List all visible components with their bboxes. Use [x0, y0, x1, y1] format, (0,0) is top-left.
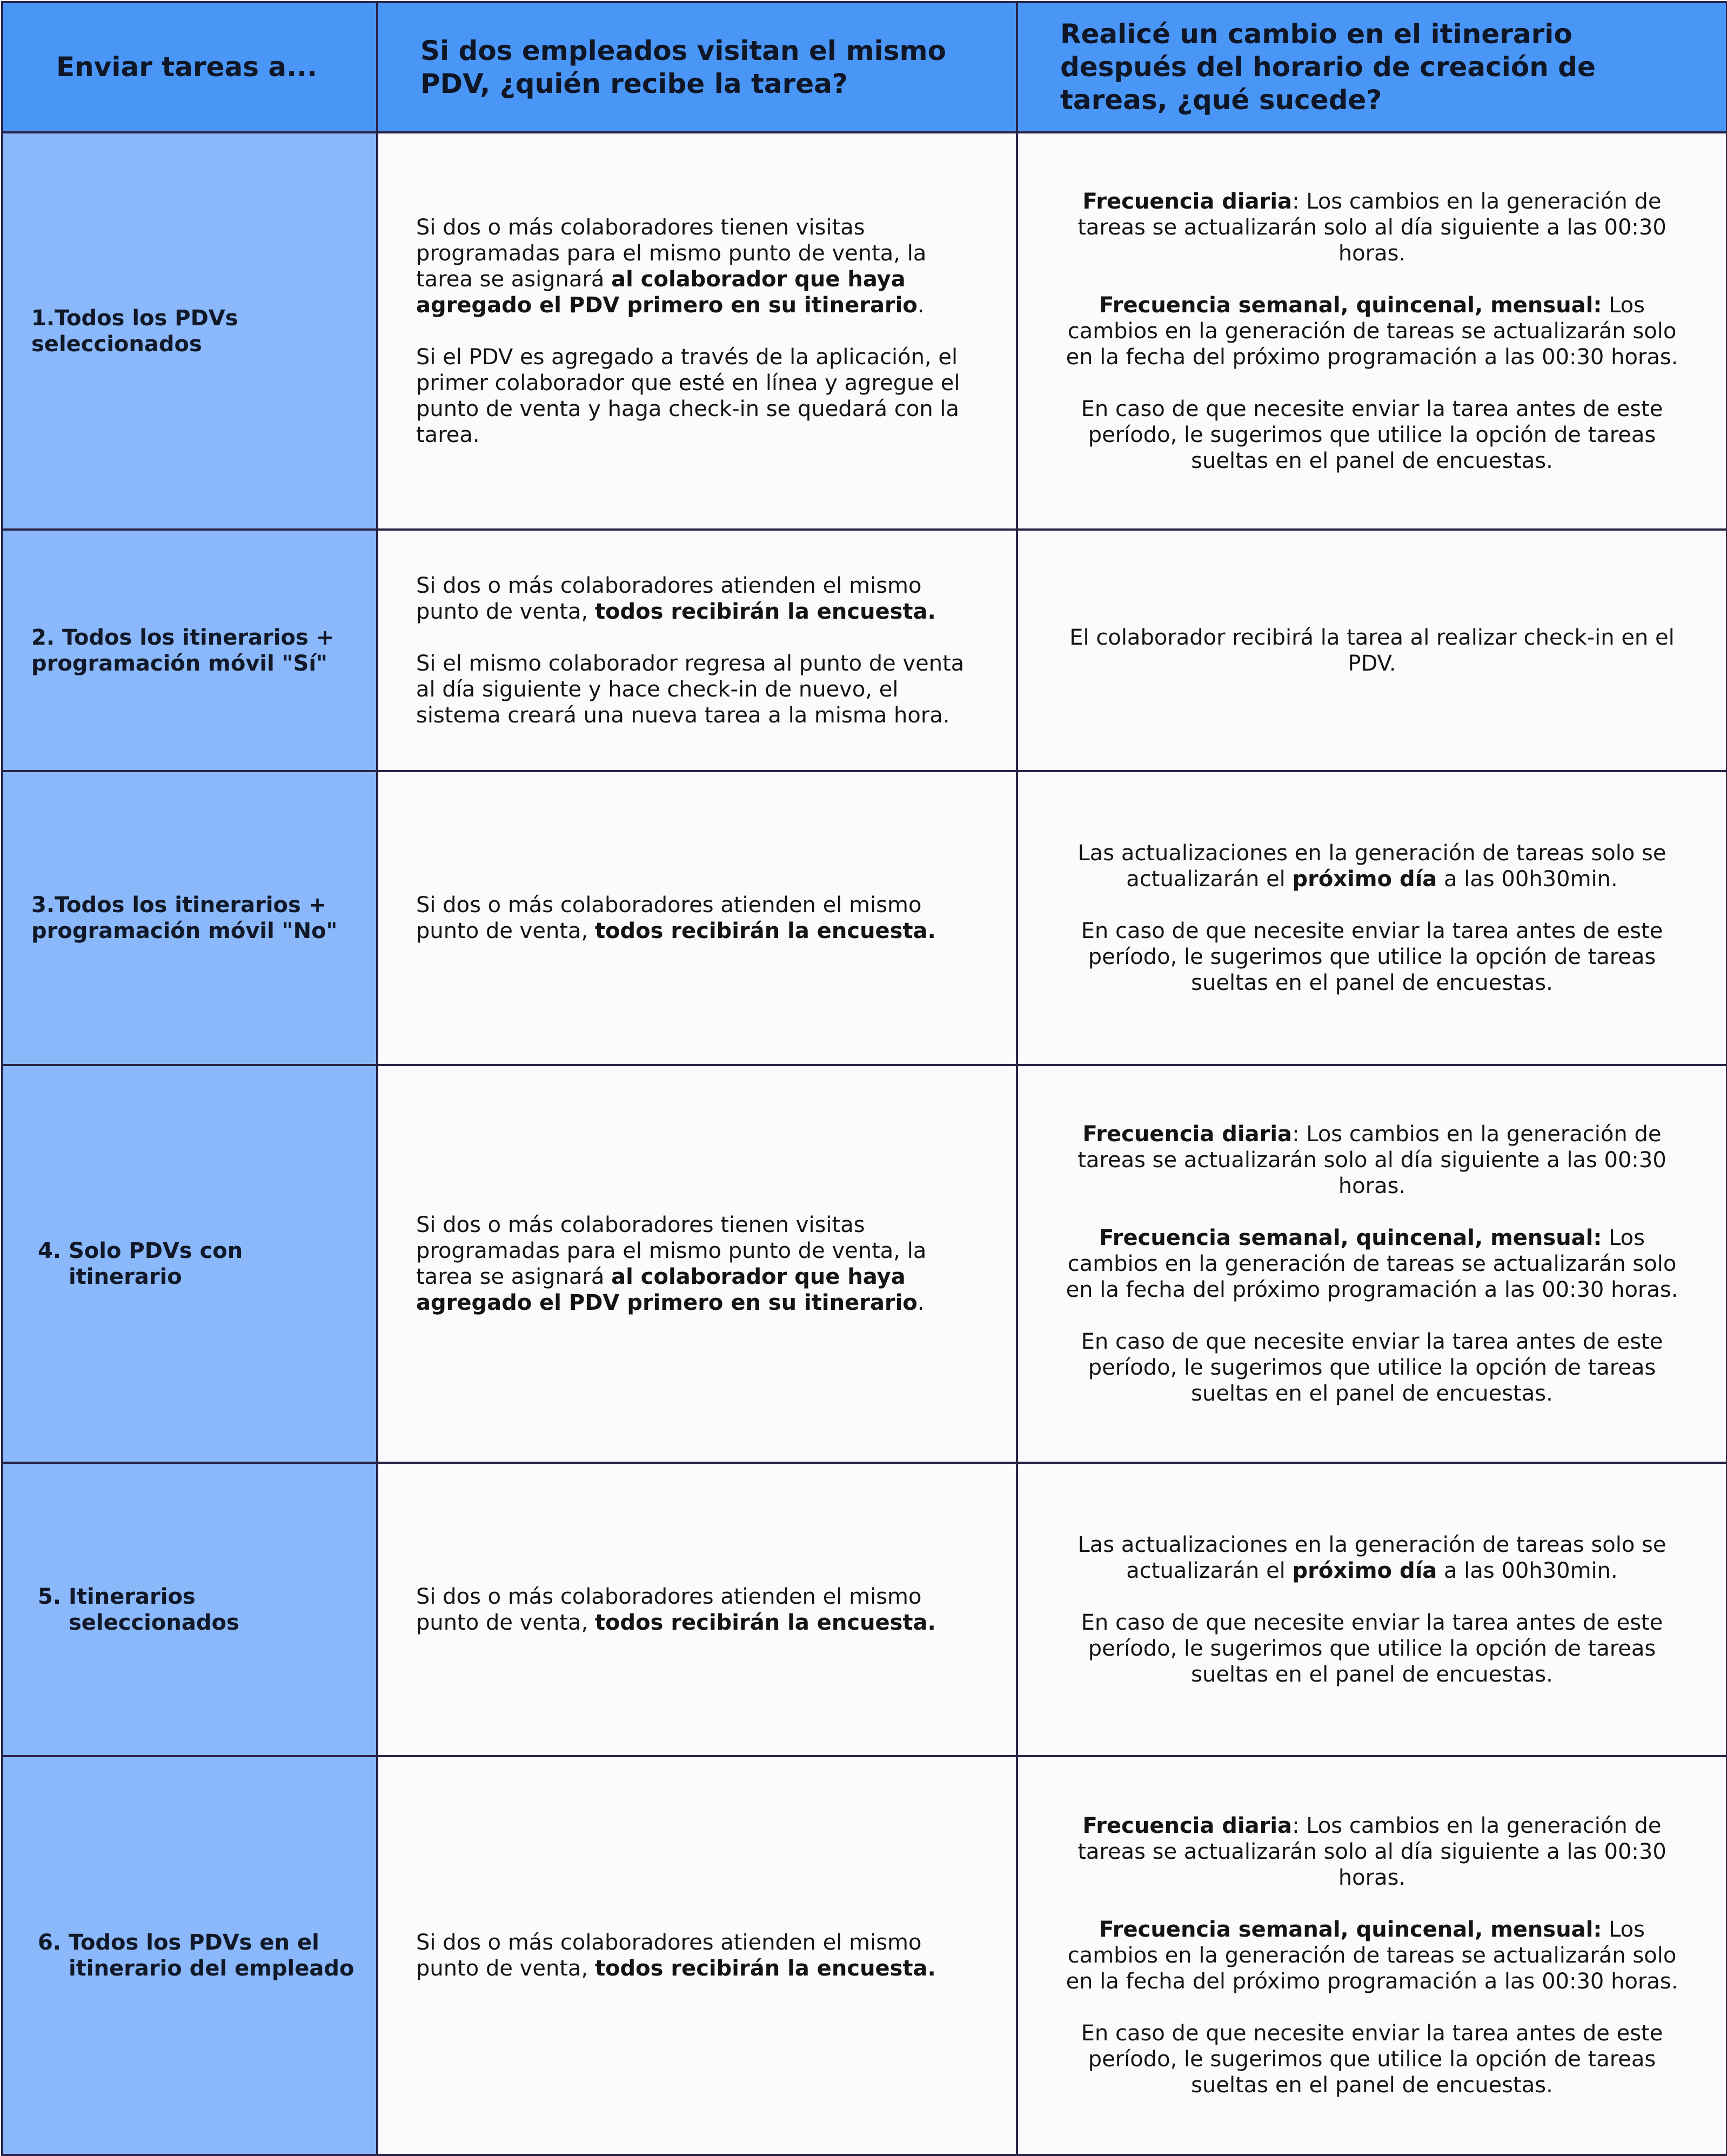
answer-text: Si dos o más colaboradores atienden el mismo punto de venta, [416, 893, 922, 943]
same-pdv-answer [377, 771, 1017, 1065]
answer-text: a las 00h30min. [1437, 1558, 1618, 1583]
answer-emphasis: todos recibirán la encuesta. [594, 1610, 936, 1635]
header-itinerary-change: Realicé un cambio en el itinerario después del horario de creación de tareas, ¿qué sucede? [1017, 2, 1727, 132]
answer-text: Si dos o más colaboradores tienen visitas programadas para el mismo punto de venta, la tarea se asignará [416, 1213, 927, 1289]
answer-paragraph: El colaborador recibirá la tarea al realizar check-in en el PDV. [1069, 625, 1675, 676]
header-two-employees: Si dos empleados visitan el mismo PDV, ¿quién recibe la tarea? [377, 2, 1017, 132]
answer-paragraph [416, 1212, 983, 1316]
header-row [2, 2, 1727, 132]
answer-text: Si dos o más colaboradores atienden el mismo punto de venta, [416, 1584, 922, 1635]
answer-text: : Los cambios en la generación de tareas se actualizarán solo al día siguiente a las 00:30 horas. [1077, 1813, 1666, 1890]
answer-paragraph [416, 573, 983, 625]
answer-paragraph [1056, 1532, 1688, 1584]
table-row [2, 1463, 1727, 1756]
itinerary-change-answer [1017, 1756, 1727, 2155]
row-label: 1.Todos los PDVs seleccionados [2, 132, 377, 530]
answer-paragraph: Si el PDV es agregado a través de la aplicación, el primer colaborador que esté en línea y agregue el punto de venta y haga check-in se quedará con la tarea. [416, 344, 960, 447]
row-number: 4. [38, 1238, 62, 1263]
answer-text: Los cambios en la generación de tareas se actualizarán solo en la fecha del próximo programación a las 00:30 horas. [1066, 292, 1678, 370]
answer-text: : Los cambios en la generación de tareas se actualizarán solo al día siguiente a las 00:30 horas. [1077, 189, 1666, 266]
itinerary-change-answer [1017, 530, 1727, 771]
header-send-tasks-to: Enviar tareas a... [2, 2, 377, 132]
answer-text: Si dos o más colaboradores tienen visitas programadas para el mismo punto de venta, la tarea se asignará [416, 215, 927, 292]
answer-paragraph [416, 215, 983, 318]
answer-paragraph: En caso de que necesite enviar la tarea antes de este período, le sugerimos que utilice la opción de tareas sueltas en el panel de encuestas. [1081, 396, 1663, 473]
answer-paragraph [1056, 1917, 1688, 1994]
row-label-text: Solo PDVs con itinerario [68, 1238, 243, 1289]
table-row [2, 1756, 1727, 2155]
answer-paragraph: En caso de que necesite enviar la tarea antes de este período, le sugerimos que utilice la opción de tareas sueltas en el panel de encuestas. [1081, 1610, 1663, 1687]
answer-paragraph: En caso de que necesite enviar la tarea antes de este período, le sugerimos que utilice la opción de tareas sueltas en el panel de encuestas. [1081, 919, 1663, 995]
task-rules-table [1, 1, 1727, 2156]
answer-paragraph [416, 1930, 983, 1981]
answer-emphasis: todos recibirán la encuesta. [594, 599, 936, 624]
same-pdv-answer [377, 132, 1017, 530]
same-pdv-answer [377, 1463, 1017, 1756]
table-row [2, 771, 1727, 1065]
row-label-text: Itinerarios seleccionados [68, 1584, 239, 1635]
row-label [2, 1065, 377, 1463]
row-number: 5. [38, 1584, 62, 1609]
frequency-label: Frecuencia diaria [1082, 1122, 1293, 1147]
answer-text: . [917, 1290, 925, 1315]
answer-emphasis: al colaborador que haya agregado el PDV primero en su itinerario [416, 266, 918, 318]
answer-text: Si dos o más colaboradores atienden el mismo punto de venta, [416, 573, 922, 624]
frequency-label: Frecuencia semanal, quincenal, mensual: [1099, 1226, 1602, 1250]
answer-text: Si dos o más colaboradores atienden el mismo punto de venta, [416, 1930, 922, 1981]
answer-paragraph [1056, 1225, 1688, 1303]
row-label-text: Todos los PDVs en el itinerario del empleado [68, 1930, 354, 1981]
answer-paragraph [1056, 189, 1688, 266]
table-row [2, 132, 1727, 530]
answer-paragraph: En caso de que necesite enviar la tarea antes de este período, le sugerimos que utilice la opción de tareas sueltas en el panel de encuestas. [1081, 1329, 1663, 1406]
answer-paragraph [416, 1584, 983, 1636]
answer-emphasis: todos recibirán la encuesta. [594, 1956, 936, 1981]
answer-paragraph [1056, 840, 1688, 892]
row-number: 6. [38, 1930, 62, 1955]
frequency-label: Frecuencia diaria [1082, 189, 1293, 214]
answer-emphasis: al colaborador que haya agregado el PDV primero en su itinerario [416, 1264, 918, 1315]
answer-paragraph [1056, 292, 1688, 370]
same-pdv-answer [377, 1065, 1017, 1463]
itinerary-change-answer [1017, 1065, 1727, 1463]
answer-text: a las 00h30min. [1437, 867, 1618, 892]
answer-paragraph [1056, 1121, 1688, 1199]
itinerary-change-answer [1017, 1463, 1727, 1756]
row-label [2, 1463, 377, 1756]
answer-text: : Los cambios en la generación de tareas se actualizarán solo al día siguiente a las 00:30 horas. [1077, 1122, 1666, 1198]
frequency-label: Frecuencia semanal, quincenal, mensual: [1099, 1917, 1602, 1942]
row-label: 2. Todos los itinerarios + programación móvil "Sí" [2, 530, 377, 771]
table-row [2, 530, 1727, 771]
itinerary-change-answer [1017, 132, 1727, 530]
itinerary-change-answer [1017, 771, 1727, 1065]
answer-text: Las actualizaciones en la generación de tareas solo se actualizarán el [1077, 841, 1666, 892]
answer-text: . [917, 292, 925, 318]
answer-emphasis: próximo día [1292, 1558, 1437, 1583]
table-row [2, 1065, 1727, 1463]
answer-paragraph [416, 892, 983, 944]
answer-text: Los cambios en la generación de tareas se actualizarán solo en la fecha del próximo programación a las 00:30 horas. [1066, 1226, 1678, 1302]
answer-paragraph: En caso de que necesite enviar la tarea antes de este período, le sugerimos que utilice la opción de tareas sueltas en el panel de encuestas. [1081, 2021, 1663, 2098]
answer-emphasis: todos recibirán la encuesta. [594, 919, 936, 943]
answer-emphasis: próximo día [1292, 867, 1437, 892]
frequency-label: Frecuencia semanal, quincenal, mensual: [1099, 292, 1602, 318]
answer-text: Las actualizaciones en la generación de tareas solo se actualizarán el [1077, 1532, 1666, 1583]
frequency-label: Frecuencia diaria [1082, 1813, 1293, 1838]
same-pdv-answer [377, 530, 1017, 771]
same-pdv-answer [377, 1756, 1017, 2155]
answer-paragraph [1056, 1813, 1688, 1891]
answer-paragraph: Si el mismo colaborador regresa al punto de venta al día siguiente y hace check-in de nuevo, el sistema creará una nueva tarea a la misma hora. [416, 651, 965, 728]
row-label [2, 1756, 377, 2155]
answer-text: Los cambios en la generación de tareas se actualizarán solo en la fecha del próximo programación a las 00:30 horas. [1066, 1917, 1678, 1994]
row-label: 3.Todos los itinerarios + programación móvil "No" [2, 771, 377, 1065]
